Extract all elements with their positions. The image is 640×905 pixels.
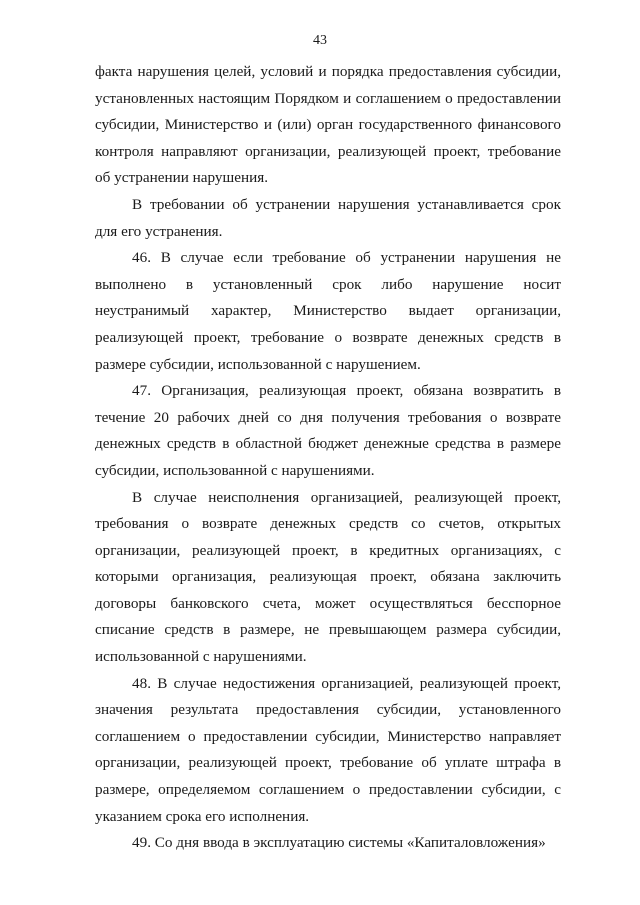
paragraph-non-fulfillment: В случае неисполнения организацией, реализующей проект, требования о возврате денежных средств со счетов, открытых организации, реализующей проект, в кредитных организациях, с которыми организация, реализующая проект, обязана заключить договоры банковского счета, может осуществляться бесспорное списание средств в размере, не превышающем размера субсидии, использованной с нарушениями. — [95, 488, 561, 666]
paragraph-item-49: 49. Со дня ввода в эксплуатацию системы «Капиталовложения» — [132, 834, 546, 852]
paragraph-deadline: В требовании об устранении нарушения устанавливается срок для его устранения. — [95, 195, 561, 240]
page-number: 43 — [313, 33, 327, 48]
paragraph-item-48: 48. В случае недостижения организацией, реализующей проект, значения результата предоставления субсидии, установленного соглашением о предоставлении субсидии, Министерство направляет организации, реализующей проект, требование об уплате штрафа в размере, определяемом соглашением о предоставлении субсидии, с указанием срока его исполнения. — [95, 674, 561, 825]
paragraph-item-46: 46. В случае если требование об устранении нарушения не выполнено в установленный срок либо нарушение носит неустранимый характер, Министерство выдает организации, реализующей проект, требование о возврате денежных средств в размере субсидии, использованной с нарушением. — [95, 249, 561, 373]
paragraph-continuation: факта нарушения целей, условий и порядка предоставления субсидии, установленных настоящим Порядком и соглашением о предоставлении субсидии, Министерство и (или) орган государственного финансового контроля направляют организации, реализующей проект, требование об устранении нарушения. — [95, 63, 561, 187]
paragraph-item-47: 47. Организация, реализующая проект, обязана возвратить в течение 20 рабочих дней со дня получения требования о возврате денежных средств в областной бюджет денежные средства в размере субсидии, использованной с нарушениями. — [95, 382, 561, 479]
document-body — [95, 59, 561, 857]
